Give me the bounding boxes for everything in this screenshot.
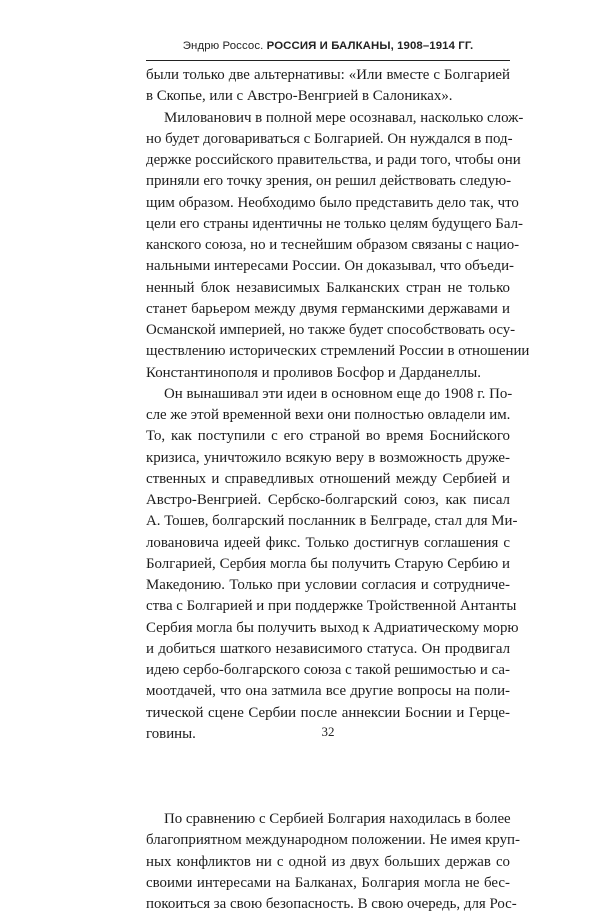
text-line: идею сербо-болгарского союза с такой решимостью и са- bbox=[146, 662, 510, 678]
text-line: ственных и справедливых отношений между Сербией и bbox=[146, 470, 510, 487]
text-line: Македонию. Только при условии согласия и сотрудниче- bbox=[146, 577, 510, 593]
text-line: Османской империей, но также будет способствовать осу- bbox=[146, 322, 516, 338]
text-line: ства с Болгарией и при поддержке Тройственной Антанты bbox=[146, 598, 517, 615]
text-line: кризиса, уничтожило всякую веру в возможность друже- bbox=[146, 449, 510, 466]
text-line: сле же этой временной вехи они полностью овладели им. bbox=[146, 407, 511, 423]
body-text bbox=[146, 65, 530, 915]
section-break bbox=[146, 745, 510, 809]
text-line: То, как поступили с его страной во время Боснийского bbox=[146, 428, 510, 445]
text-line: станет барьером между двумя германскими державами и bbox=[146, 300, 510, 317]
header-book-title: РОССИЯ И БАЛКАНЫ, 1908–1914 ГГ. bbox=[266, 40, 474, 52]
text-line: ных конфликтов ни с одной из двух больших держав со bbox=[146, 853, 510, 870]
text-line: Сербия могла бы получить выход к Адриатическому морю bbox=[146, 619, 519, 636]
text-line: покоиться за свою безопасность. В свою очередь, для Рос- bbox=[146, 896, 517, 912]
text-line: цели его страны идентичны не только целям будущего Бал- bbox=[146, 215, 523, 232]
text-line: Он вынашивал эти идеи в основном еще до 1908 г. По- bbox=[164, 385, 513, 402]
page-number: 32 bbox=[321, 724, 335, 739]
text-line: А. Тошев, болгарский посланник в Белграде, стал для Ми- bbox=[146, 513, 518, 530]
text-line: ществлению исторических стремлений России в отношении bbox=[146, 343, 530, 360]
text-line: и добиться шаткого независимого статуса. Он продвигал bbox=[146, 640, 510, 657]
text-line: держке российского правительства, и ради того, чтобы они bbox=[146, 152, 521, 168]
text-line: моотдачей, что она затмила все другие вопросы на поли- bbox=[146, 683, 510, 700]
text-line: ловановича идеей фикс. Только достигнув соглашения с bbox=[146, 534, 510, 551]
text-line: Милованович в полной мере осознавал, насколько слож- bbox=[164, 109, 524, 126]
text-line: щим образом. Необходимо было представить дело так, что bbox=[146, 194, 519, 211]
text-line: тической сцене Сербии после аннексии Боснии и Герце- bbox=[146, 704, 510, 721]
text-line: говины. bbox=[146, 725, 196, 742]
running-header bbox=[146, 40, 510, 52]
text-line: По сравнению с Сербией Болгария находилась в более bbox=[164, 811, 511, 827]
text-line: были только две альтернативы: «Или вместе с Болгарией bbox=[146, 67, 510, 83]
text-line: Константинополя и проливов Босфор и Дарданеллы. bbox=[146, 364, 481, 381]
text-line: Болгарией, Сербия могла бы получить Старую Сербию и bbox=[146, 555, 510, 572]
text-line: канского союза, но и теснейшим образом связаны с нацио- bbox=[146, 237, 520, 253]
text-line: своими интересами на Балканах, Болгария могла не бес- bbox=[146, 874, 510, 891]
header-author: Эндрю Россос. bbox=[182, 40, 264, 52]
header-rule bbox=[146, 60, 510, 61]
text-line: но будет договариваться с Болгарией. Он нуждался в под- bbox=[146, 130, 513, 147]
text-line: ненный блок независимых Балканских стран не только bbox=[146, 279, 510, 296]
text-line: Австро-Венгрией. Сербско-болгарский союз, как писал bbox=[146, 492, 510, 508]
text-line: нальными интересами России. Он доказывал, что объеди- bbox=[146, 258, 514, 275]
text-line: приняли его точку зрения, он решил действовать следую- bbox=[146, 173, 512, 190]
text-line: в Скопье, или с Австро-Венгрией в Салониках». bbox=[146, 88, 453, 105]
text-line: благоприятном международном положении. Не имея круп- bbox=[146, 832, 520, 849]
